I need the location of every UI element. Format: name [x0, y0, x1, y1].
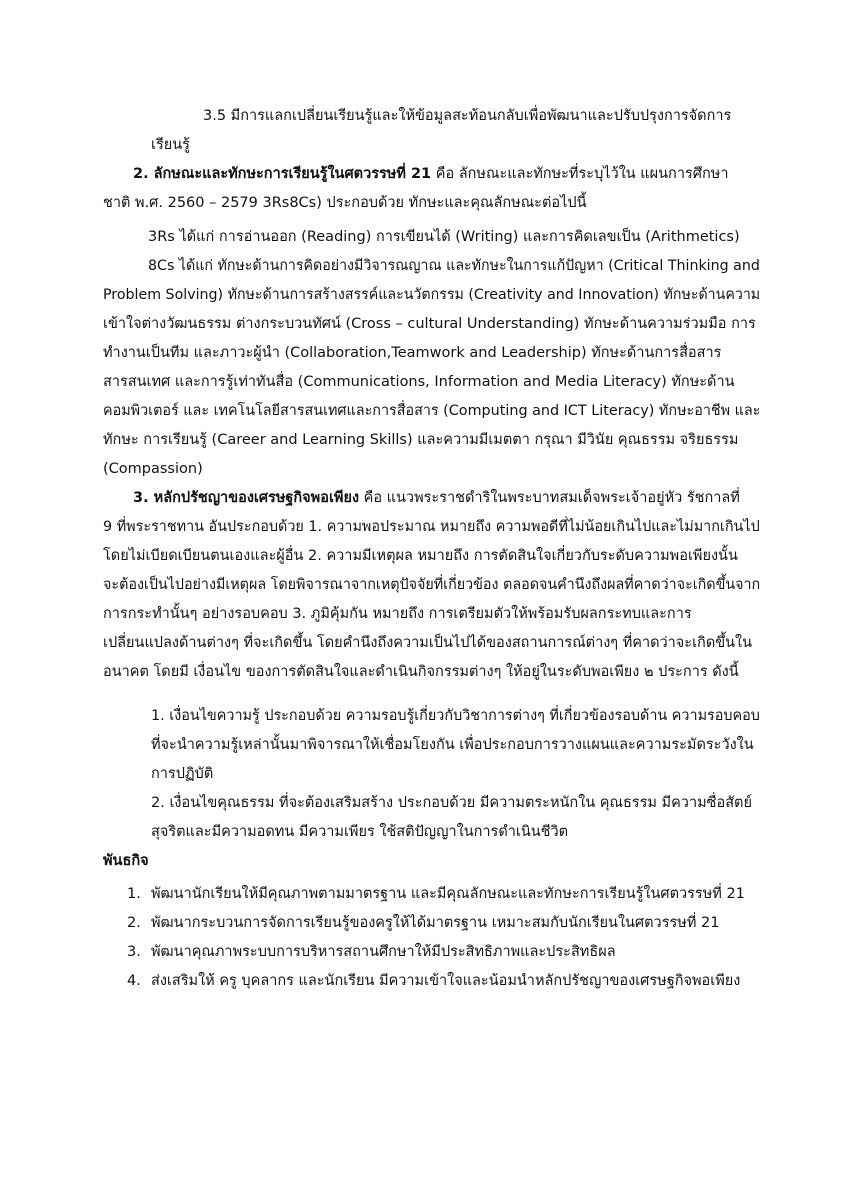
mission-heading: พันธกิจ [103, 853, 149, 869]
list-item-text: พัฒนากระบวนการจัดการเรียนรู้ของครูให้ได้มาตรฐาน เหมาะสมกับนักเรียนในศตวรรษที่ 21 [151, 915, 720, 931]
eight-cs-line-7: ทักษะ การเรียนรู้ (Career and Learning Skills) และความมีเมตตา กรุณา มีวินัย คุณธรรม จริยธรรม [103, 432, 739, 448]
section-3-line-6: เปลี่ยนแปลงด้านต่างๆ ที่จะเกิดขึ้น โดยคำนึงถึงความเป็นไปได้ของสถานการณ์ต่างๆ ที่คาดว่าจะเกิดขึ้นใน [103, 635, 753, 651]
section-3-line-4: จะต้องเป็นไปอย่างมีเหตุผล โดยพิจารณาจากเหตุปัจจัยที่เกี่ยวข้อง ตลอดจนคำนึงถึงผลที่คาดว่าจะเกิดขึ้นจาก [103, 577, 761, 593]
section-3-line-2: 9 ที่พระราชทาน อันประกอบด้วย 1. ความพอประมาณ หมายถึง ความพอดีที่ไม่น้อยเกินไปและไม่มากเกินไป [103, 519, 760, 535]
section-2-intro: คือ ลักษณะและทักษะที่ระบุไว้ใน แผนการศึกษา [435, 166, 729, 182]
list-item-text: ส่งเสริมให้ ครู บุคลากร และนักเรียน มีความเข้าใจและน้อมนำหลักปรัชญาของเศรษฐกิจพอเพียง [151, 973, 741, 989]
eight-cs-line-2: Problem Solving) ทักษะด้านการสร้างสรรค์และนวัตกรรม (Creativity and Innovation) ทักษะด้านความ [103, 287, 761, 303]
section-3-line-5: การกระทำนั้นๆ อย่างรอบคอบ 3. ภูมิคุ้มกัน หมายถึง การเตรียมตัวให้พร้อมรับผลกระทบและการ [103, 606, 692, 622]
list-item-number: 3. [127, 944, 141, 960]
list-item-number: 2. [127, 915, 141, 931]
knowledge-condition-line-2: ที่จะนำความรู้เหล่านั้นมาพิจารณาให้เชื่อมโยงกัน เพื่อประกอบการวางแผนและความระมัดระวังใน [151, 737, 754, 753]
section-3-line-7: อนาคต โดยมี เงื่อนไข ของการตัดสินใจและดำเนินกิจกรรมต่างๆ ให้อยู่ในระดับพอเพียง ๒ ประการ ดังนี้ [103, 664, 739, 680]
list-item-text: พัฒนานักเรียนให้มีคุณภาพตามมาตรฐาน และมีคุณลักษณะและทักษะการเรียนรู้ในศตวรรษที่ 21 [151, 886, 745, 902]
section-3-intro: คือ แนวพระราชดำริในพระบาทสมเด็จพระเจ้าอยู่หัว รัชกาลที่ [363, 490, 740, 506]
three-rs-line: 3Rs ได้แก่ การอ่านออก (Reading) การเขียนได้ (Writing) และการคิดเลขเป็น (Arithmetics) [148, 229, 740, 245]
eight-cs-line-5: สารสนเทศ และการรู้เท่าทันสื่อ (Communications, Information and Media Literacy) ทักษะด้าน [103, 374, 735, 390]
knowledge-condition-line-1: 1. เงื่อนไขความรู้ ประกอบด้วย ความรอบรู้เกี่ยวกับวิชาการต่างๆ ที่เกี่ยวข้องรอบด้าน ความรอบคอบ [151, 708, 760, 724]
moral-condition-line-1: 2. เงื่อนไขคุณธรรม ที่จะต้องเสริมสร้าง ประกอบด้วย มีความตระหนักใน คุณธรรม มีความซื่อสัตย์ [151, 795, 752, 811]
eight-cs-line-6: คอมพิวเตอร์ และ เทคโนโลยีสารสนเทศและการสื่อสาร (Computing and ICT Literacy) ทักษะอาชีพ และ [103, 403, 761, 419]
section-3-heading: 3. หลักปรัชญาของเศรษฐกิจพอเพียง [133, 490, 360, 506]
moral-condition-line-2: สุจริตและมีความอดทน มีความเพียร ใช้สติปัญญาในการดำเนินชีวิต [151, 824, 569, 840]
section-3-line-1 [133, 488, 740, 508]
eight-cs-line-4: ทำงานเป็นทีม และภาวะผู้นำ (Collaboration,Teamwork and Leadership) ทักษะด้านการสื่อสาร [103, 345, 722, 361]
section-3-5-line-1: 3.5 มีการแลกเปลี่ยนเรียนรู้และให้ข้อมูลสะท้อนกลับเพื่อพัฒนาและปรับปรุงการจัดการ [203, 108, 732, 124]
section-2-line-2: ชาติ พ.ศ. 2560 – 2579 3Rs8Cs) ประกอบด้วย ทักษะและคุณลักษณะต่อไปนี้ [103, 195, 587, 211]
eight-cs-line-3: เข้าใจต่างวัฒนธรรม ต่างกระบวนทัศน์ (Cross – cultural Understanding) ทักษะด้านความร่วมมือ การ [103, 316, 756, 332]
knowledge-condition-line-3: การปฏิบัติ [151, 766, 214, 782]
list-item-number: 1. [127, 886, 141, 902]
section-2-line-1 [133, 164, 728, 184]
eight-cs-line-1: 8Cs ได้แก่ ทักษะด้านการคิดอย่างมีวิจารณญาณ และทักษะในการแก้ปัญหา (Critical Thinking and [148, 258, 760, 274]
section-3-line-3: โดยไม่เบียดเบียนตนเองและผู้อื่น 2. ความมีเหตุผล หมายถึง การตัดสินใจเกี่ยวกับระดับความพอเพียงนั้น [103, 548, 738, 564]
section-2-heading: 2. ลักษณะและทักษะการเรียนรู้ในศตวรรษที่ 21 [133, 166, 432, 182]
eight-cs-line-8: (Compassion) [103, 461, 203, 477]
section-3-5-line-2: เรียนรู้ [151, 137, 190, 153]
list-item-text: พัฒนาคุณภาพระบบการบริหารสถานศึกษาให้มีประสิทธิภาพและประสิทธิผล [151, 944, 616, 960]
list-item-number: 4. [127, 973, 141, 989]
